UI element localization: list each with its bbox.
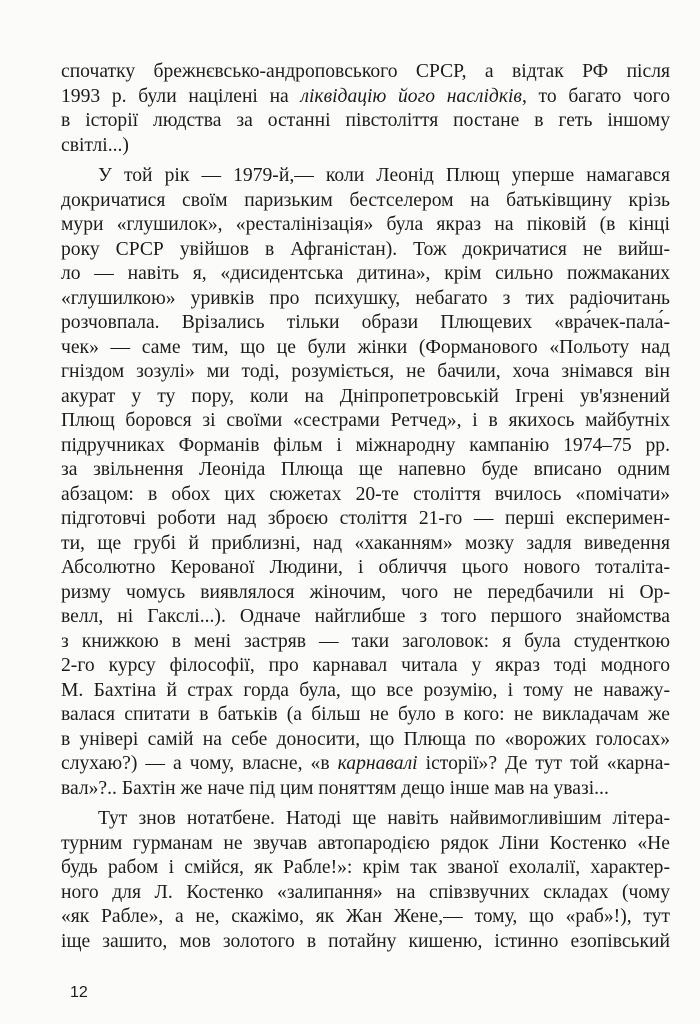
text-line: 2-го курсу філософії, про карнавал читала у якраз тоді модного	[61, 655, 670, 676]
paragraph-2	[61, 164, 670, 801]
text-line: валася спитати в батьків (а більш не було в кого: не викладачам же	[61, 704, 670, 725]
text-line: Плющ боровся зі своїми «сестрами Ретчед», і в якихось майбутніх	[61, 410, 670, 431]
text-line: турним гурманам не звучав автопародією рядок Ліни Костенко «Не	[61, 832, 670, 854]
text-line: в універі самій на себе доносити, що Плюща по «ворожих голосах»	[61, 728, 670, 750]
paragraph-1	[61, 60, 670, 158]
text-line: ного для Л. Костенко «залипання» на співзвучних складах (чому	[61, 881, 670, 903]
text-line: мури «глушилок», «ресталінізація» була якраз на піковій (в кінці	[61, 214, 670, 235]
text-line: М. Бахтіна й страх горда була, що все розумію, і тому не наважу-	[61, 679, 670, 701]
text-line: чек» — саме тим, що це були жінки (Форманового «Польоту над	[61, 336, 670, 358]
text-line: «як Рабле», а не, скажімо, як Жан Жене,— тому, що «раб»!), тут	[61, 906, 670, 927]
text-line: року СРСР увійшов в Афганістан). Тож докричатися не вийш-	[61, 238, 670, 260]
text-line: з книжкою в мені застряв — таки заголовок: я була студенткою	[61, 630, 670, 652]
text-line: велл, ні Гакслі...). Одначе найглибше з того першого знайомства	[61, 606, 670, 627]
text-line: за звільнення Леоніда Плюща ще напевно буде вписано одним	[61, 459, 670, 480]
text-line: ризму чомусь виявлялося жіночим, чого не передбачили ні Ор-	[61, 581, 670, 603]
text-line: світлі...)	[61, 134, 129, 156]
text-line: спочатку брежнєвсько-андроповського СРСР, а відтак РФ після	[61, 61, 670, 82]
text-line: акурат у ту пору, коли на Дніпропетровській Ігрені ув'язнений	[61, 385, 670, 407]
text-line: абзацом: в обох цих сюжетах 20-те століття вчилось «помічати»	[61, 483, 670, 505]
text-line: вал»?.. Бахтін же наче під цим поняттям дещо інше мав на увазі...	[61, 777, 609, 799]
text-line: розчовпала. Врізались тільки образи Плющевих «вра́чек-пала́-	[61, 312, 670, 333]
text-line: підготовчі роботи над зброєю століття 21-го — перші експеримен-	[61, 508, 670, 529]
text-line: Абсолютно Керованої Людини, і обличчя цього нового тоталіта-	[61, 557, 670, 578]
text-line: слухаю?) — а чому, власне, «в карнавалі історії»? Де тут той «карна-	[61, 753, 670, 774]
body-text	[61, 60, 670, 960]
text-line: Тут знов нотатбене. Натоді ще навіть найвимогливішим літера-	[98, 808, 670, 829]
text-line: 1993 р. були націлені на ліквідацію його наслідків, то багато чого	[61, 85, 670, 107]
text-line: докричатися своїм паризьким бестселером на батьківщину крізь	[61, 189, 670, 211]
text-line: гніздом зозулі» ми тоді, розуміється, не бачили, хоча знімався він	[61, 361, 670, 382]
page-number: 12	[70, 984, 88, 1001]
text-line: ти, ще грубі й приблизні, над «хаканням» мозку задля виведення	[61, 532, 670, 554]
paragraph-3	[61, 807, 670, 954]
text-line: в історії людства за останні півстоліття постане в геть іншому	[61, 110, 670, 131]
text-line: іще зашито, мов золотого в потайну кишеню, істинно езопівський	[61, 930, 670, 952]
text-line: «глушилкою» уривків про психушку, небагато з тих радіочитань	[61, 287, 670, 309]
text-line: ло — навіть я, «дисидентська дитина», крім сильно пожмаканих	[61, 263, 670, 284]
text-line: У той рік — 1979-й,— коли Леонід Плющ уперше намагався	[98, 165, 670, 186]
text-line: будь рабом і смійся, як Рабле!»: крім так званої ехолалії, характер-	[61, 857, 670, 878]
text-line: підручниках Форманів фільм і міжнародну кампанію 1974–75 рр.	[61, 434, 670, 456]
